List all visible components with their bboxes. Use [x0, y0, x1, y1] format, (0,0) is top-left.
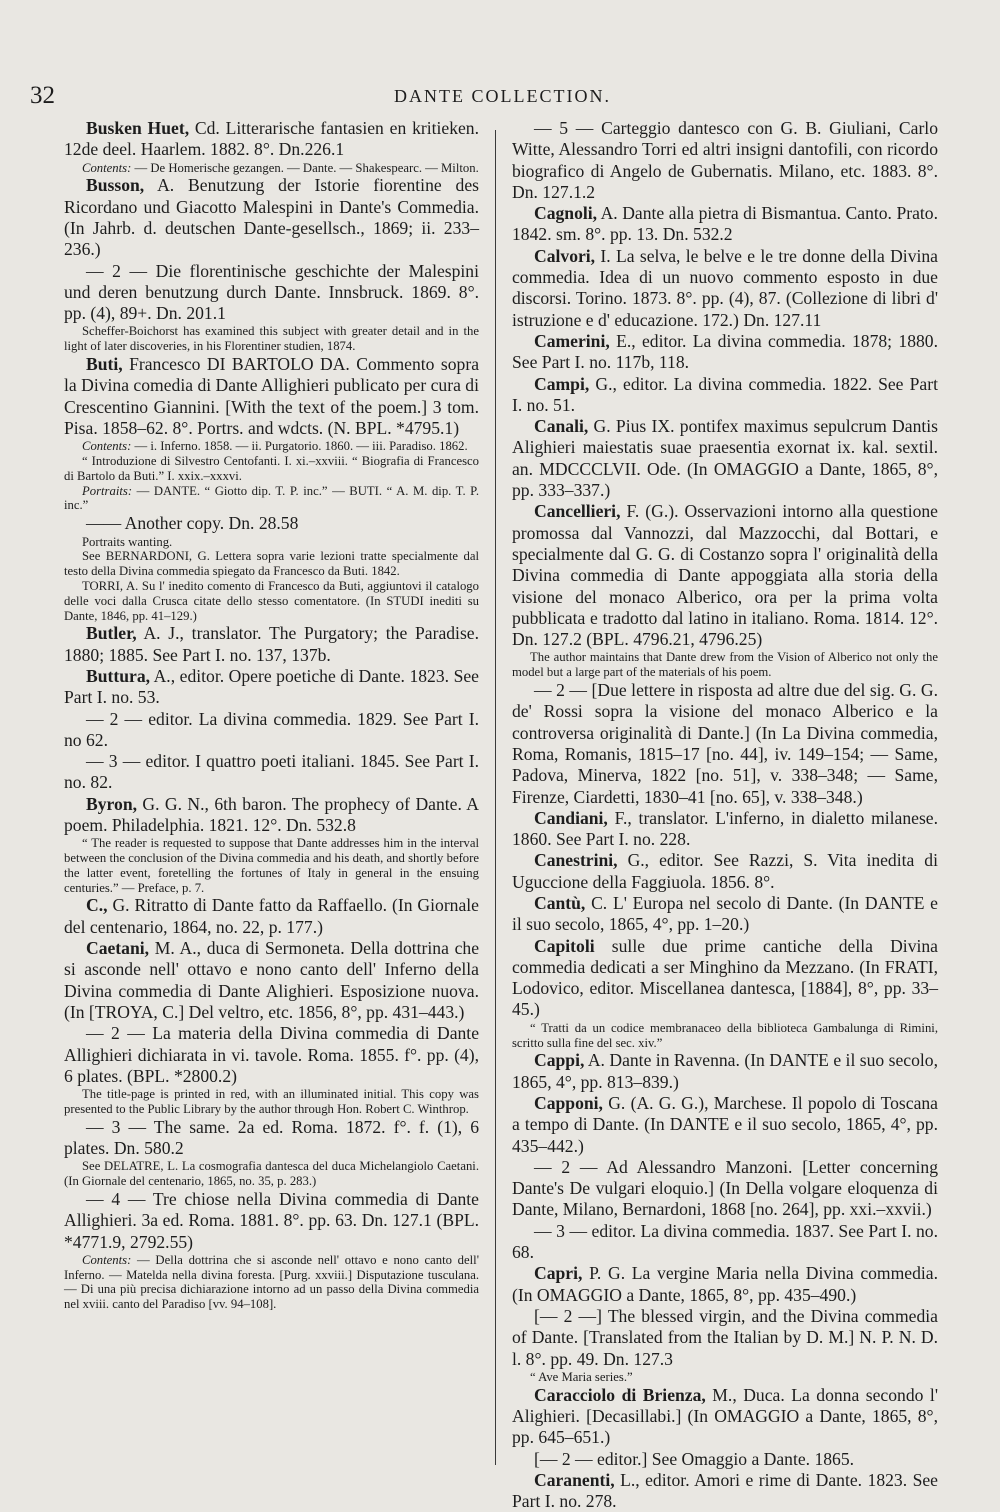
bibliographic-entry [64, 794, 479, 837]
entry-text: See DELATRE, L. La cosmografia dantesca del duca Michelangiolo Caetani. (In Giornale del centenario, 1865, no. 35, p. 283.) [64, 1159, 479, 1189]
bibliographic-entry [64, 175, 479, 260]
bibliographic-entry [64, 709, 479, 752]
column-divider [495, 130, 496, 1465]
bibliographic-note [64, 1253, 479, 1312]
entry-text: — 2 — editor. La divina commedia. 1829. See Part I. no 62. [64, 708, 479, 750]
entry-heading: C., [86, 895, 108, 916]
bibliographic-entry [512, 501, 938, 650]
entry-text: “ The reader is requested to suppose that Dante addresses him in the interval between the conclusion of the Divina commedia and his death, and shortly before the latter event, foretelling the fortunes of Italy in general in the ensuing centuries.” — Preface, p. 7. [64, 836, 479, 895]
left-column [64, 118, 479, 1478]
bibliographic-entry [64, 938, 479, 1023]
note-label: Contents: [82, 439, 132, 454]
entry-text: L., editor. Amori e rime di Dante. 1823. See Part I. no. 278. [512, 1469, 938, 1512]
entry-heading: Canestrini, [534, 850, 618, 871]
entry-text: — 3 — editor. La divina commedia. 1837. See Part I. no. 68. [512, 1220, 938, 1263]
bibliographic-entry [64, 895, 479, 938]
bibliographic-entry [512, 118, 938, 203]
entry-heading: Calvori, [534, 245, 596, 266]
entry-text: Portraits wanting. [82, 534, 173, 549]
bibliographic-note [64, 439, 479, 454]
entry-text: A. Benutzung der Istorie fiorentine des Ricordano und Giacotto Malespini in Dante's Commedia. (In Jahrb. d. deutschen Dante-gesellsch., 1869; ii. 233–236.) [64, 175, 479, 260]
entry-heading: Butler, [86, 623, 137, 644]
bibliographic-entry [64, 118, 479, 161]
bibliographic-entry [512, 1050, 938, 1093]
bibliographic-entry [512, 1470, 938, 1512]
entry-text: I. La selva, le belve e le tre donne della Divina commedia. Idea di un nuovo commento esposto in due discorsi. Torino. 1873. 8°. pp. (4), 87. (Collezione di libri d' istruzione e d' educazione. 172.) Dn. 127.11 [512, 245, 938, 330]
entry-text: G. G. N., 6th baron. The prophecy of Dante. A poem. Philadelphia. 1821. 12°. Dn. 532.8 [64, 793, 479, 835]
bibliographic-entry [512, 808, 938, 851]
bibliographic-entry [64, 751, 479, 794]
entry-heading: Camerini, [534, 330, 610, 351]
entry-heading: Cappi, [534, 1050, 585, 1071]
entry-text: — 4 — Tre chiose nella Divina commedia di Dante Allighieri. 3a ed. Roma. 1881. 8°. pp. 63. Dn. 127.1 (BPL. *4771.9, 2792.55) [64, 1188, 479, 1252]
entry-text: — De Homerische gezangen. — Dante. — Shakespearc. — Milton. [131, 160, 479, 175]
entry-text: “ Introduzione di Silvestro Centofanti. I. xi.–xxviii. “ Biografia di Francesco di Bartolo da Buti.” I. xxix.–xxxvi. [64, 454, 479, 483]
entry-heading: Caranenti, [534, 1469, 615, 1490]
entry-text: C. L' Europa nel secolo di Dante. (In DANTE e il suo secolo, 1865, 4°, pp. 1–20.) [512, 892, 938, 935]
bibliographic-entry [64, 513, 479, 534]
entry-text: TORRI, A. Su l' inedito comento di Francesco da Buti, aggiuntovi il catalogo delle voci dalla Crusca citate dello stesso comentatore. (In STUDI inediti su Dante, 1846, pp. 41–129.) [64, 578, 479, 623]
bibliographic-entry [512, 893, 938, 936]
entry-text: —— Another copy. Dn. 28.58 [86, 513, 299, 534]
entry-text: — 2 — [Due lettere in risposta ad altre due del sig. G. G. de' Rossi sopra la visione del monaco Alberico e la controversa originalità di Dante.] (In La Divina commedia, Roma, Romanis, 1815–17 [no. 44], iv. 149–154; — Same, Padova, Minerva, 1822 [no. 51], v. 338–348; — Same, Firenze, Ciardetti, 1830–41 [no. 65], v. 338–348.) [512, 680, 938, 807]
entry-text: F. (G.). Osservazioni intorno alla questione promossa dal Vannozzi, dal Mazzocchi, dal Bottari, e specialmente dal G. G. di Costanzo sopra l' originalità della Divina commedia di Dante appoggiata alla storia della visione del monaco Alberico, ora per la prima volta pubblicata e tradotto dal latino in italiano. Roma. 1814. 12°. Dn. 127.2 (BPL. 4796.21, 4796.25) [512, 501, 938, 650]
bibliographic-note [64, 836, 479, 895]
entry-text: A., editor. Opere poetiche di Dante. 1823. See Part I. no. 53. [64, 665, 479, 708]
bibliographic-note [512, 650, 938, 680]
entry-text: Scheffer-Boichorst has examined this subject with greater detail and in the light of later discoveries, in his Florentiner studien, 1874. [64, 324, 479, 354]
entry-text: — i. Inferno. 1858. — ii. Purgatorio. 1860. — iii. Paradiso. 1862. [131, 439, 468, 454]
running-title: DANTE COLLECTION. [394, 86, 611, 106]
entry-text: A. Dante alla pietra di Bismantua. Canto. Prato. 1842. sm. 8°. pp. 13. Dn. 532.2 [512, 203, 938, 245]
entry-text: — 2 — La materia della Divina commedia di Dante Allighieri dichiarata in vi. tavole. Roma. 1855. f°. pp. (4), 6 plates. (BPL. *2800.2) [64, 1023, 479, 1086]
entry-heading: Cancellieri, [534, 501, 621, 522]
entry-text: G. Ritratto di Dante fatto da Raffaello. (In Giornale del centenario, 1864, no. 22, p. 177.) [64, 895, 479, 937]
entry-text: G., editor. La divina commedia. 1822. See Part I. no. 51. [512, 373, 938, 415]
note-label: Contents: [82, 160, 132, 175]
bibliographic-note [64, 324, 479, 354]
entry-text: The author maintains that Dante drew from the Vision of Alberico not only the model but a large part of the materials of his poem. [512, 650, 938, 680]
bibliographic-entry [512, 1157, 938, 1221]
entry-text: [— 2 —] The blessed virgin, and the Divina commedia of Dante. [Translated from the Italian by D. M.] N. P. N. D. l. 8°. pp. 49. Dn. 127.3 [512, 1305, 938, 1369]
entry-text: — 3 — The same. 2a ed. Roma. 1872. f°. f. (1), 6 plates. Dn. 580.2 [64, 1116, 479, 1159]
bibliographic-entry [512, 1306, 938, 1370]
entry-text: — 5 — Carteggio dantesco con G. B. Giuliani, Carlo Witte, Alessandro Torri ed altri insigni dantofili, con ricordo biografico di Angelo de Gubernatis. Milano, etc. 1883. 8°. Dn. 127.1.2 [512, 118, 938, 202]
bibliographic-entry [64, 666, 479, 709]
bibliographic-entry [512, 680, 938, 808]
entry-heading: Buttura, [86, 665, 151, 686]
entry-text: “ Tratti da un codice membranaceo della biblioteca Gambalunga di Rimini, scritto sulla fine del sec. xiv.” [512, 1020, 938, 1050]
entry-heading: Caetani, [86, 938, 150, 959]
entry-text: A. J., translator. The Purgatory; the Paradise. 1880; 1885. See Part I. no. 137, 137b. [64, 623, 479, 665]
entry-text: — 3 — editor. I quattro poeti italiani. 1845. See Part I. no. 82. [64, 751, 479, 793]
bibliographic-note [64, 1087, 479, 1117]
entry-heading: Busken Huet, [86, 118, 190, 138]
entry-heading: Cantù, [534, 892, 586, 913]
bibliographic-entry [512, 1093, 938, 1157]
entry-text: See BERNARDONI, G. Lettera sopra varie lezioni tratte specialmente dal testo della Divina commedia spiegato da Francesco da Buti. 1842. [64, 549, 479, 579]
bibliographic-entry [64, 1117, 479, 1160]
entry-heading: Capponi, [534, 1092, 603, 1113]
entry-heading: Canali, [534, 416, 589, 437]
bibliographic-note [64, 535, 479, 550]
bibliographic-note [64, 161, 479, 176]
bibliographic-entry [64, 354, 479, 439]
bibliographic-entry [512, 1263, 938, 1306]
entry-text: G., editor. See Razzi, S. Vita inedita di Uguccione della Faggiuola. 1856. 8°. [512, 850, 938, 892]
bibliographic-entry [512, 374, 938, 417]
bibliographic-entry [64, 261, 479, 325]
entry-text: — DANTE. “ Giotto dip. T. P. inc.” — BUTI. “ A. M. dip. T. P. inc.” [64, 483, 479, 513]
note-label: Portraits: [82, 483, 133, 498]
bibliographic-entry [64, 623, 479, 666]
bibliographic-note [64, 579, 479, 623]
bibliographic-entry [512, 246, 938, 331]
bibliographic-entry [512, 936, 938, 1021]
entry-heading: Buti, [86, 354, 123, 375]
entry-text: The title-page is printed in red, with an illuminated initial. This copy was presented to the Public Library by the author through Hon. Robert C. Winthrop. [64, 1087, 479, 1116]
entry-text: G. Pius IX. pontifex maximus sepulcrum Dantis Alighieri maiestatis suae praesentia exornat ix. kal. sextil. an. MDCCCLVII. Ode. (In OMAGGIO a Dante, 1865, 8°, pp. 333–337.) [512, 416, 938, 501]
bibliographic-entry [512, 850, 938, 893]
bibliographic-entry [64, 1189, 479, 1253]
entry-heading: Candiani, [534, 807, 608, 828]
entry-text: E., editor. La divina commedia. 1878; 1880. See Part I. no. 117b, 118. [512, 330, 938, 373]
entry-heading: Capri, [534, 1263, 583, 1284]
entry-text: M., Duca. La donna secondo l' Alighieri. [Decasillabi.] (In OMAGGIO a Dante, 1865, 8°, pp. 645–651.) [512, 1384, 938, 1448]
entry-text: [— 2 — editor.] See Omaggio a Dante. 1865. [534, 1448, 855, 1469]
bibliographic-entry [64, 1023, 479, 1087]
bibliographic-note [512, 1021, 938, 1051]
bibliographic-note [512, 1370, 938, 1385]
bibliographic-entry [512, 1449, 938, 1470]
bibliographic-note [64, 549, 479, 579]
bibliographic-note [64, 1159, 479, 1189]
bibliographic-entry [512, 1221, 938, 1264]
entry-text: “ Ave Maria series.” [530, 1369, 633, 1384]
entry-text: G. (A. G. G.), Marchese. Il popolo di Toscana a tempo di Dante. (In DANTE e il suo secolo, 1865, 4°, pp. 435–442.) [512, 1092, 938, 1156]
entry-heading: Campi, [534, 373, 590, 394]
entry-text: A. Dante in Ravenna. (In DANTE e il suo secolo, 1865, 4°, pp. 813–839.) [512, 1050, 938, 1092]
page-header [30, 82, 975, 112]
entry-text: M. A., duca di Sermoneta. Della dottrina che si asconde nell' ottavo e nono canto dell' Inferno della Divina commedia di Dante Alighieri. Esposizione nuova. (In [TROYA, C.] Del veltro, etc. 1856, 8°, pp. 431–443.) [64, 938, 479, 1022]
entry-text: — 2 — Ad Alessandro Manzoni. [Letter concerning Dante's De vulgari eloquio.] (In Della volgare eloquenza di Dante, Milano, Bernardoni, 1868 [no. 264], pp. xxi.–xxvii.) [512, 1156, 938, 1220]
bibliographic-entry [512, 1385, 938, 1449]
note-label: Contents: [82, 1252, 132, 1267]
entry-text: Cd. Litterarische fantasien en kritieken. 12de deel. Haarlem. 1882. 8°. Dn.226.1 [64, 118, 479, 160]
page-number: 32 [30, 82, 55, 109]
entry-text: — 2 — Die florentinische geschichte der Malespini und deren benutzung durch Dante. Innsbruck. 1869. 8°. pp. (4), 89+. Dn. 201.1 [64, 260, 479, 324]
entry-heading: Caracciolo di Brienza, [534, 1384, 706, 1405]
entry-heading: Busson, [86, 175, 145, 196]
entry-text: P. G. La vergine Maria nella Divina commedia. (In OMAGGIO a Dante, 1865, 8°, pp. 435–490.) [512, 1263, 938, 1305]
right-column [512, 118, 938, 1512]
entry-heading: Capitoli [534, 935, 595, 956]
entry-text: sulle due prime cantiche della Divina commedia dedicati a ser Minghino da Mezzano. (In FRATI, Lodovico, editor. Miscellanea dantesca, [1884], 8°, pp. 33–45.) [512, 935, 938, 1020]
entry-heading: Byron, [86, 793, 138, 814]
bibliographic-note [64, 454, 479, 484]
bibliographic-entry [512, 416, 938, 501]
bibliographic-entry [512, 203, 938, 246]
bibliographic-note [64, 484, 479, 514]
bibliographic-entry [512, 331, 938, 374]
entry-text: Francesco DI BARTOLO DA. Commento sopra la Divina comedia di Dante Allighieri publicato per cura di Crescentino Giannini. [With the text of the poem.] 3 tom. Pisa. 1858–62. 8°. Portrs. and wdcts. (N. BPL. *4795.1) [64, 354, 479, 438]
entry-text: — Della dottrina che si asconde nell' ottavo e nono canto dell' Inferno. — Matelda nella divina foresta. [Purg. xxviii.] Disputazione tusculana. — Di una più precisa dichiarazione intorno ad un passo della Divina commedia nel xviii. canto del Paradiso [vv. 94–108]. [64, 1252, 479, 1312]
entry-text: F., translator. L'inferno, in dialetto milanese. 1860. See Part I. no. 228. [512, 807, 938, 850]
entry-heading: Cagnoli, [534, 203, 598, 224]
